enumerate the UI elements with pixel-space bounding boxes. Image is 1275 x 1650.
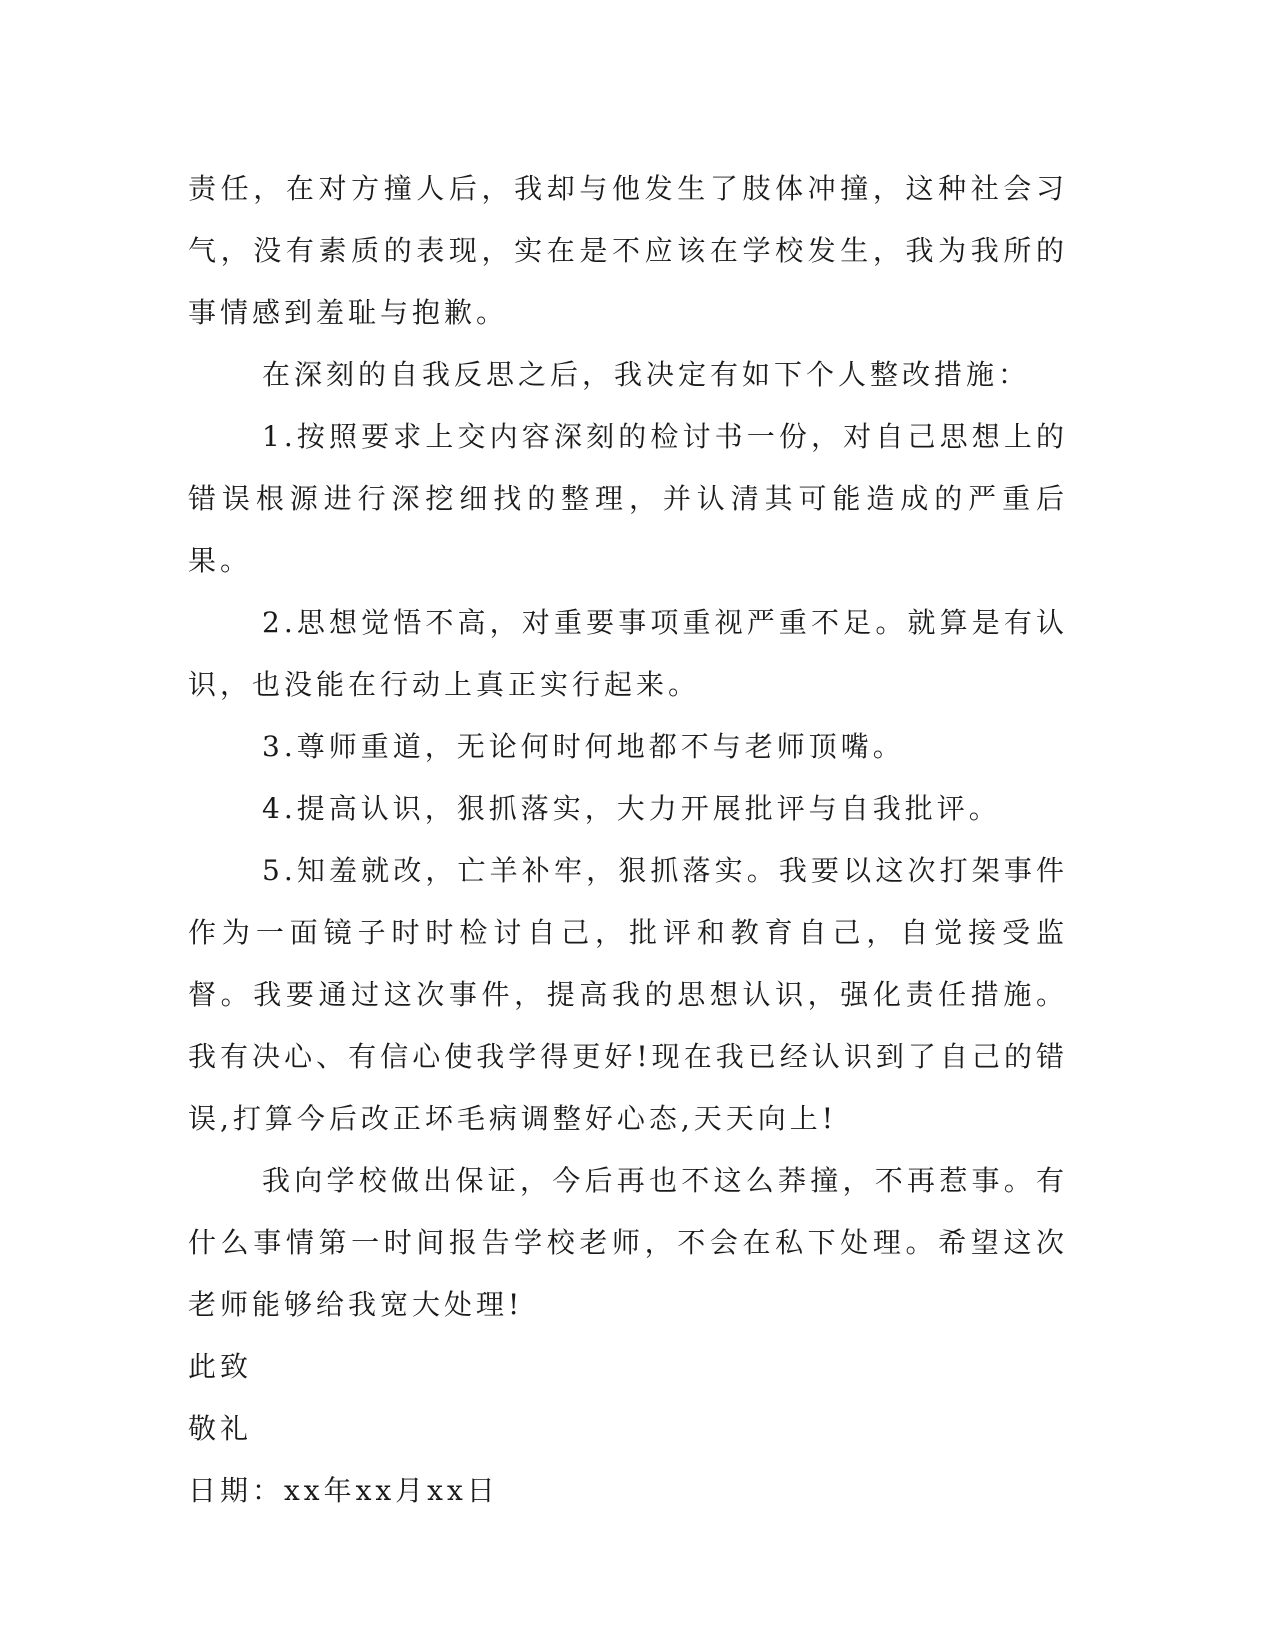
paragraph-4: 2.思想觉悟不高，对重要事项重视严重不足。就算是有认识，也没能在行动上真正实行起来。 xyxy=(188,606,1068,701)
closing-date: 日期：xx年xx月xx日 xyxy=(188,1474,499,1507)
paragraph-1: 责任，在对方撞人后，我却与他发生了肢体冲撞，这种社会习气，没有素质的表现，实在是不应该在学校发生，我为我所的事情感到羞耻与抱歉。 xyxy=(188,172,1068,329)
paragraph-3: 1.按照要求上交内容深刻的检讨书一份，对自己思想上的错误根源进行深挖细找的整理，并认清其可能造成的严重后果。 xyxy=(188,420,1068,577)
paragraph-6: 4.提高认识，狠抓落实，大力开展批评与自我批评。 xyxy=(262,792,1001,825)
paragraph-7: 5.知羞就改，亡羊补牢，狠抓落实。我要以这次打架事件作为一面镜子时时检讨自己，批评和教育自己，自觉接受监督。我要通过这次事件，提高我的思想认识，强化责任措施。我有决心、有信心使我学得更好!现在我已经认识到了自己的错误,打算今后改正坏毛病调整好心态,天天向上! xyxy=(188,854,1068,1135)
document-body xyxy=(188,158,1068,1522)
closing-regards: 敬礼 xyxy=(188,1412,253,1445)
closing-salutation: 此致 xyxy=(188,1350,253,1383)
paragraph-5: 3.尊师重道，无论何时何地都不与老师顶嘴。 xyxy=(262,730,905,763)
paragraph-8: 我向学校做出保证，今后再也不这么莽撞，不再惹事。有什么事情第一时间报告学校老师，不会在私下处理。希望这次老师能够给我宽大处理! xyxy=(188,1164,1068,1321)
paragraph-2: 在深刻的自我反思之后，我决定有如下个人整改措施： xyxy=(262,358,1031,391)
